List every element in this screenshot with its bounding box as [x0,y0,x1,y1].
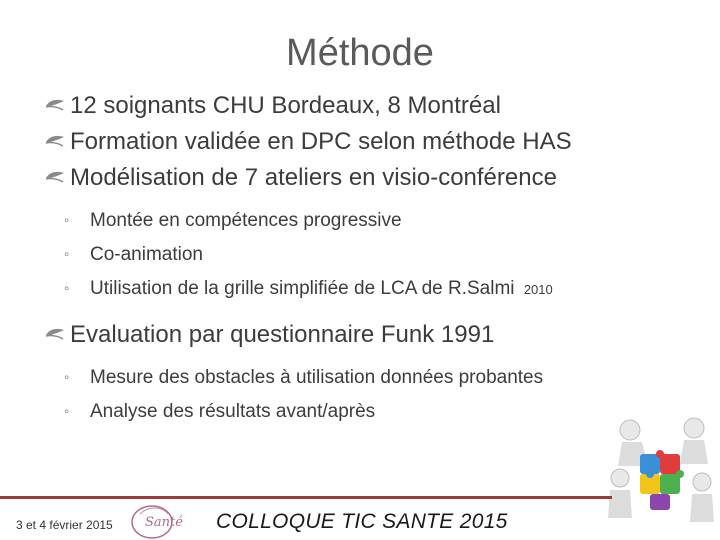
leaf-bullet-icon [44,169,66,187]
sub-bullet-text: Analyse des résultats avant/après [90,401,376,422]
bullet-text: 12 soignants CHU Bordeaux, 8 Montréal [70,92,501,119]
bullet-text: Modélisation de 7 ateliers en visio-conférence [70,164,557,191]
sub-bullet-text: Mesure des obstacles à utilisation données probantes [90,367,544,388]
sub-bullet-list [44,204,704,307]
bullet-item [44,124,704,160]
sub-bullet-item [44,361,704,395]
leaf-bullet-icon [44,133,66,151]
leaf-bullet-icon [44,326,66,344]
bullet-item [44,88,704,124]
sub-bullet-text: Co-animation [90,244,203,265]
bullet-text: Evaluation par questionnaire Funk 1991 [70,321,495,348]
circle-bullet-icon: ◦ [64,212,70,229]
sub-bullet-text: Utilisation de la grille simplifiée de LCA de R.Salmi [90,278,515,299]
footer-date: 3 et 4 février 2015 [16,518,113,532]
circle-bullet-icon: ◦ [64,246,70,263]
puzzle-team-illustration [602,408,720,540]
bullet-item [44,160,704,196]
sub-bullet-year: 2010 [523,282,553,297]
bullet-text: Formation validée en DPC selon méthode HAS [70,128,572,155]
footer-title: COLLOQUE TIC SANTE 2015 [216,510,508,533]
sub-bullet-item [44,238,704,272]
circle-bullet-icon: ◦ [64,403,70,420]
circle-bullet-icon: ◦ [64,280,70,297]
bullet-list [44,88,704,439]
sub-bullet-item [44,204,704,238]
sub-bullet-item [44,272,704,307]
leaf-bullet-icon [44,97,66,115]
slide-title: Méthode [286,32,434,74]
sub-bullet-text: Montée en compétences progressive [90,210,402,231]
logo-text: Santé [145,515,183,530]
footer-divider [0,496,612,499]
circle-bullet-icon: ◦ [64,369,70,386]
bullet-item [44,317,704,353]
